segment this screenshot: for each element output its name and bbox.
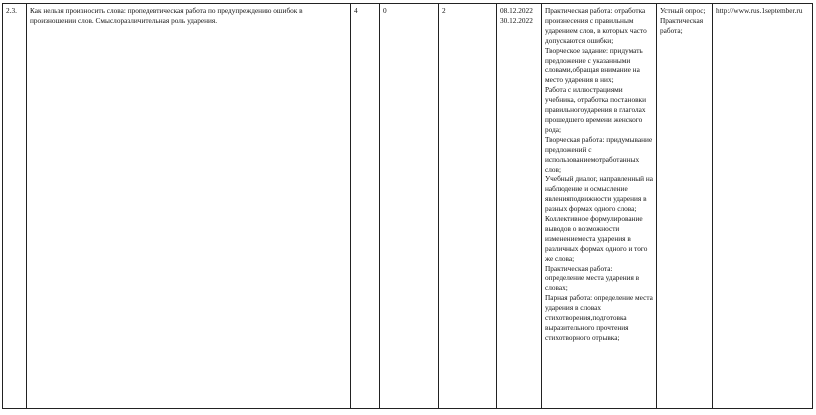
activity-item: Практическая работа: отработка произнесения с правильным ударением слов, в которых часто допускаются ошибки; xyxy=(545,6,647,45)
activity-item: Творческая работа: придумывание предложений с использованиемотработанных слов; xyxy=(545,134,653,174)
lesson-plan-table xyxy=(2,3,813,409)
resource-link[interactable]: http://www.rus.1september.ru xyxy=(716,6,803,15)
table-row xyxy=(3,4,813,409)
dates-cell xyxy=(497,4,542,409)
hours-control-cell: 0 xyxy=(380,4,439,409)
date-start: 08.12.2022 xyxy=(500,6,533,15)
activity-item: Творческое задание: придумать предложение с указанными словами,обращая внимание на место ударения в них; xyxy=(545,45,643,85)
topic-cell: Как нельзя произносить слова: пропедевтическая работа по предупреждению ошибок в произношении слов. Смыслоразличительная роль ударения. xyxy=(27,4,351,409)
activity-item: Учебный диалог, направленный на наблюдение и осмысление явленияподвижности ударения в разных формах одного слова; xyxy=(545,174,654,214)
control-forms-cell: Устный опрос; Практическая работа; xyxy=(657,4,713,409)
activity-item: Коллективное формулирование выводов о возможности изменениеместа ударения в различных формах одного и того же слова; xyxy=(545,214,648,263)
hours-total-cell: 4 xyxy=(351,4,380,409)
resource-cell xyxy=(713,4,813,409)
hours-practice-cell: 2 xyxy=(439,4,497,409)
activity-item: Парная работа: определение места ударения в словах стихотворения,подготовка выразительного прочтения стихотворного отрывка; xyxy=(545,293,653,342)
activities-cell xyxy=(542,4,657,409)
date-end: 30.12.2022 xyxy=(500,15,533,25)
row-number: 2.3. xyxy=(3,4,27,409)
activity-item: Работа с иллюстрациями учебника, отработка постановки правильногоударения в глаголах прошедшего времени женского рода; xyxy=(545,85,647,134)
activity-item: Практическая работа: определение места ударения в словах; xyxy=(545,263,640,293)
